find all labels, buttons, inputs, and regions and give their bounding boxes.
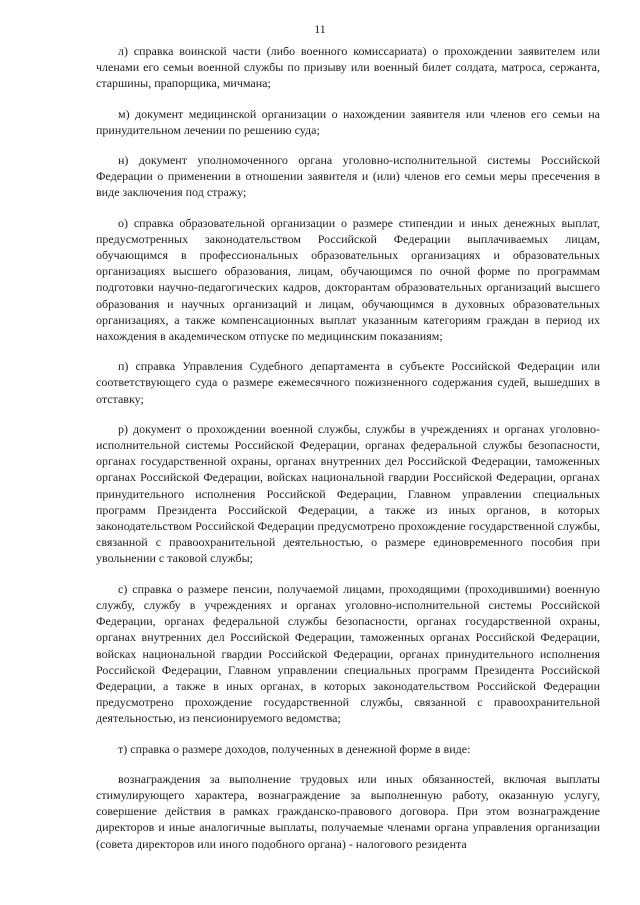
paragraph-o: о) справка образовательной организации о размере стипендии и иных денежных выплат, предусмотренных законодательством Российской Федерации выплачиваемых лицам, обучающимся в профессиональных образовательных организациях и образовательных организациях высшего образования, лицам, обучающимся по очной форме по программам подготовки научно-педагогических кадров, докторантам образовательных организаций высшего образования и научных организаций и лицам, обучающимся в духовных образовательных организациях, а также компенсационных выплат указанным категориям граждан в период их нахождения в академическом отпуске по медицинским показаниям; [96, 215, 600, 344]
paragraph-p: п) справка Управления Судебного департамента в субъекте Российской Федерации или соответствующего суда о размере ежемесячного пожизненного содержания судей, вышедших в отставку; [96, 359, 600, 406]
paragraph-r: р) документ о прохождении военной службы, службы в учреждениях и органах уголовно-исполнительной системы Российской Федерации, органах федеральной службы безопасности, органах государственной охраны, органах внутренних дел Российской Федерации, таможенных органах Российской Федерации, войсках национальной гвардии Российской Федерации, органах принудительного исполнения Российской Федерации, Главном управлении специальных программ Президента Российской Федерации, а также из иных органов, в которых законодательством Российской Федерации предусмотрено прохождение государственной службы, связанной с правоохранительной деятельностью, о размере единовременного пособия при увольнении с таковой службы; [96, 421, 600, 566]
paragraph-t-remuneration: вознаграждения за выполнение трудовых или иных обязанностей, включая выплаты стимулирующего характера, вознаграждение за выполненную работу, оказанную услугу, совершение действия в рамках гражданско-правового договора. При этом вознаграждение директоров и иные аналогичные выплаты, получаемые членами органа управления организации (совета директоров или иного подобного органа) - налогового резидента [96, 771, 600, 851]
paragraph-l: л) справка воинской части (либо военного комиссариата) о прохождении заявителем или членами его семьи военной службы по призыву или военный билет солдата, матроса, сержанта, старшины, прапорщика, мичмана; [96, 44, 600, 91]
paragraph-t: т) справка о размере доходов, полученных в денежной форме в виде: [118, 741, 471, 756]
paragraph-n: н) документ уполномоченного органа уголовно-исполнительной системы Российской Федерации о применении в отношении заявителя и (или) членов его семьи меры пресечения в виде заключения под стражу; [96, 153, 600, 200]
paragraph-s: с) справка о размере пенсии, получаемой лицами, проходящими (проходившими) военную службу, службу в учреждениях и органах уголовно-исполнительной системы Российской Федерации, органах федеральной службы безопасности, органах государственной охраны, органах внутренних дел Российской Федерации, таможенных органах Российской Федерации, войсках национальной гвардии Российской Федерации, органах принудительного исполнения Российской Федерации, Главном управлении специальных программ Президента Российской Федерации, а также в иных органах, в которых законодательством Российской Федерации предусмотрено прохождение государственной службы, связанной с правоохранительной деятельностью, из пенсионируемого ведомства; [96, 581, 600, 726]
paragraph-m: м) документ медицинской организации о нахождении заявителя или членов его семьи на принудительном лечении по решению суда; [96, 106, 600, 137]
document-body [96, 43, 600, 852]
page-number: 11 [314, 22, 326, 36]
